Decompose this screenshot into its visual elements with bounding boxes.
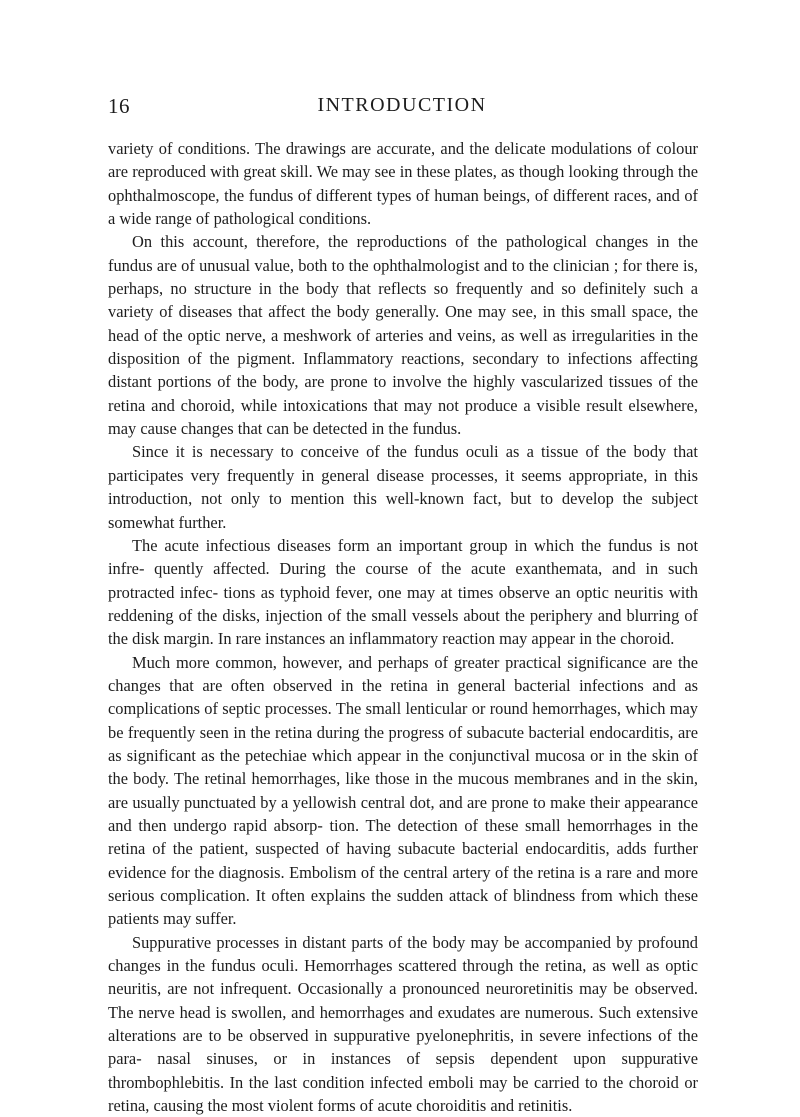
body-text (108, 137, 698, 1117)
paragraph: Much more common, however, and perhaps of greater practical significance are the changes that are often observed in the retina in general bacterial infections and as complications of septic processes. The small lenticular or round hemorrhages, which may be frequently seen in the retina during the progress of subacute bacterial endocarditis, are as significant as the petechiae which appear in the conjunctival mucosa or in the skin of the body. The retinal hemorrhages, like those in the mucous membranes and in the skin, are usually punctuated by a yellowish central dot, and are prone to make their appearance and then undergo rapid absorp- tion. The detection of these small hemorrhages in the retina of the patient, suspected of having subacute bacterial endocarditis, adds further evidence for the diagnosis. Embolism of the central artery of the retina is a rare and more serious complication. It often explains the sudden attack of blindness from which these patients may suffer. (108, 652, 698, 929)
page-header (108, 94, 696, 124)
page-number: 16 (108, 94, 130, 118)
paragraph: The acute infectious diseases form an important group in which the fundus is not infre- quently affected. During the course of the acute exanthemata, and in such protracted infec- tions as typhoid fever, one may at times observe an optic neuritis with reddening of the disks, injection of the small vessels about the periphery and blurring of the disk margin. In rare instances an inflammatory reaction may appear in the choroid. (108, 535, 698, 649)
paragraph: Suppurative processes in distant parts of the body may be accompanied by profound changes in the fundus oculi. Hemorrhages scattered through the retina, as well as optic neuritis, are not infrequent. Occasionally a pronounced neuroretinitis may be observed. The nerve head is swollen, and hemorrhages and exudates are numerous. Such extensive alterations are to be observed in suppurative pyelonephritis, in severe infections of the para- nasal sinuses, or in instances of sepsis dependent upon suppurative thrombophlebitis. In the last condition infected emboli may be carried to the choroid or retina, causing the most violent forms of acute choroiditis and retinitis. (108, 932, 698, 1116)
paragraph: variety of conditions. The drawings are accurate, and the delicate modulations of colour are reproduced with great skill. We may see in these plates, as though looking through the ophthalmoscope, the fundus of different types of human beings, of different races, and of a wide range of pathological conditions. (108, 139, 698, 229)
paragraph: On this account, therefore, the reproductions of the pathological changes in the fundus are of unusual value, both to the ophthalmologist and to the clinician ; for there is, perhaps, no structure in the body that reflects so frequently and so definitely such a variety of diseases that affect the body generally. One may see, in this small space, the head of the optic nerve, a meshwork of arteries and veins, as well as irregularities in the disposition of the pigment. Inflammatory reactions, secondary to infections affecting distant portions of the body, are prone to involve the highly vascularized tissues of the retina and choroid, while intoxications that may not produce a visible result elsewhere, may cause changes that can be detected in the fundus. (108, 232, 698, 439)
running-head: INTRODUCTION (317, 94, 487, 116)
paragraph: Since it is necessary to conceive of the fundus oculi as a tissue of the body that participates very frequently in general disease processes, it seems appropriate, in this introduction, not only to mention this well-known fact, but to develop the subject somewhat further. (108, 442, 698, 532)
